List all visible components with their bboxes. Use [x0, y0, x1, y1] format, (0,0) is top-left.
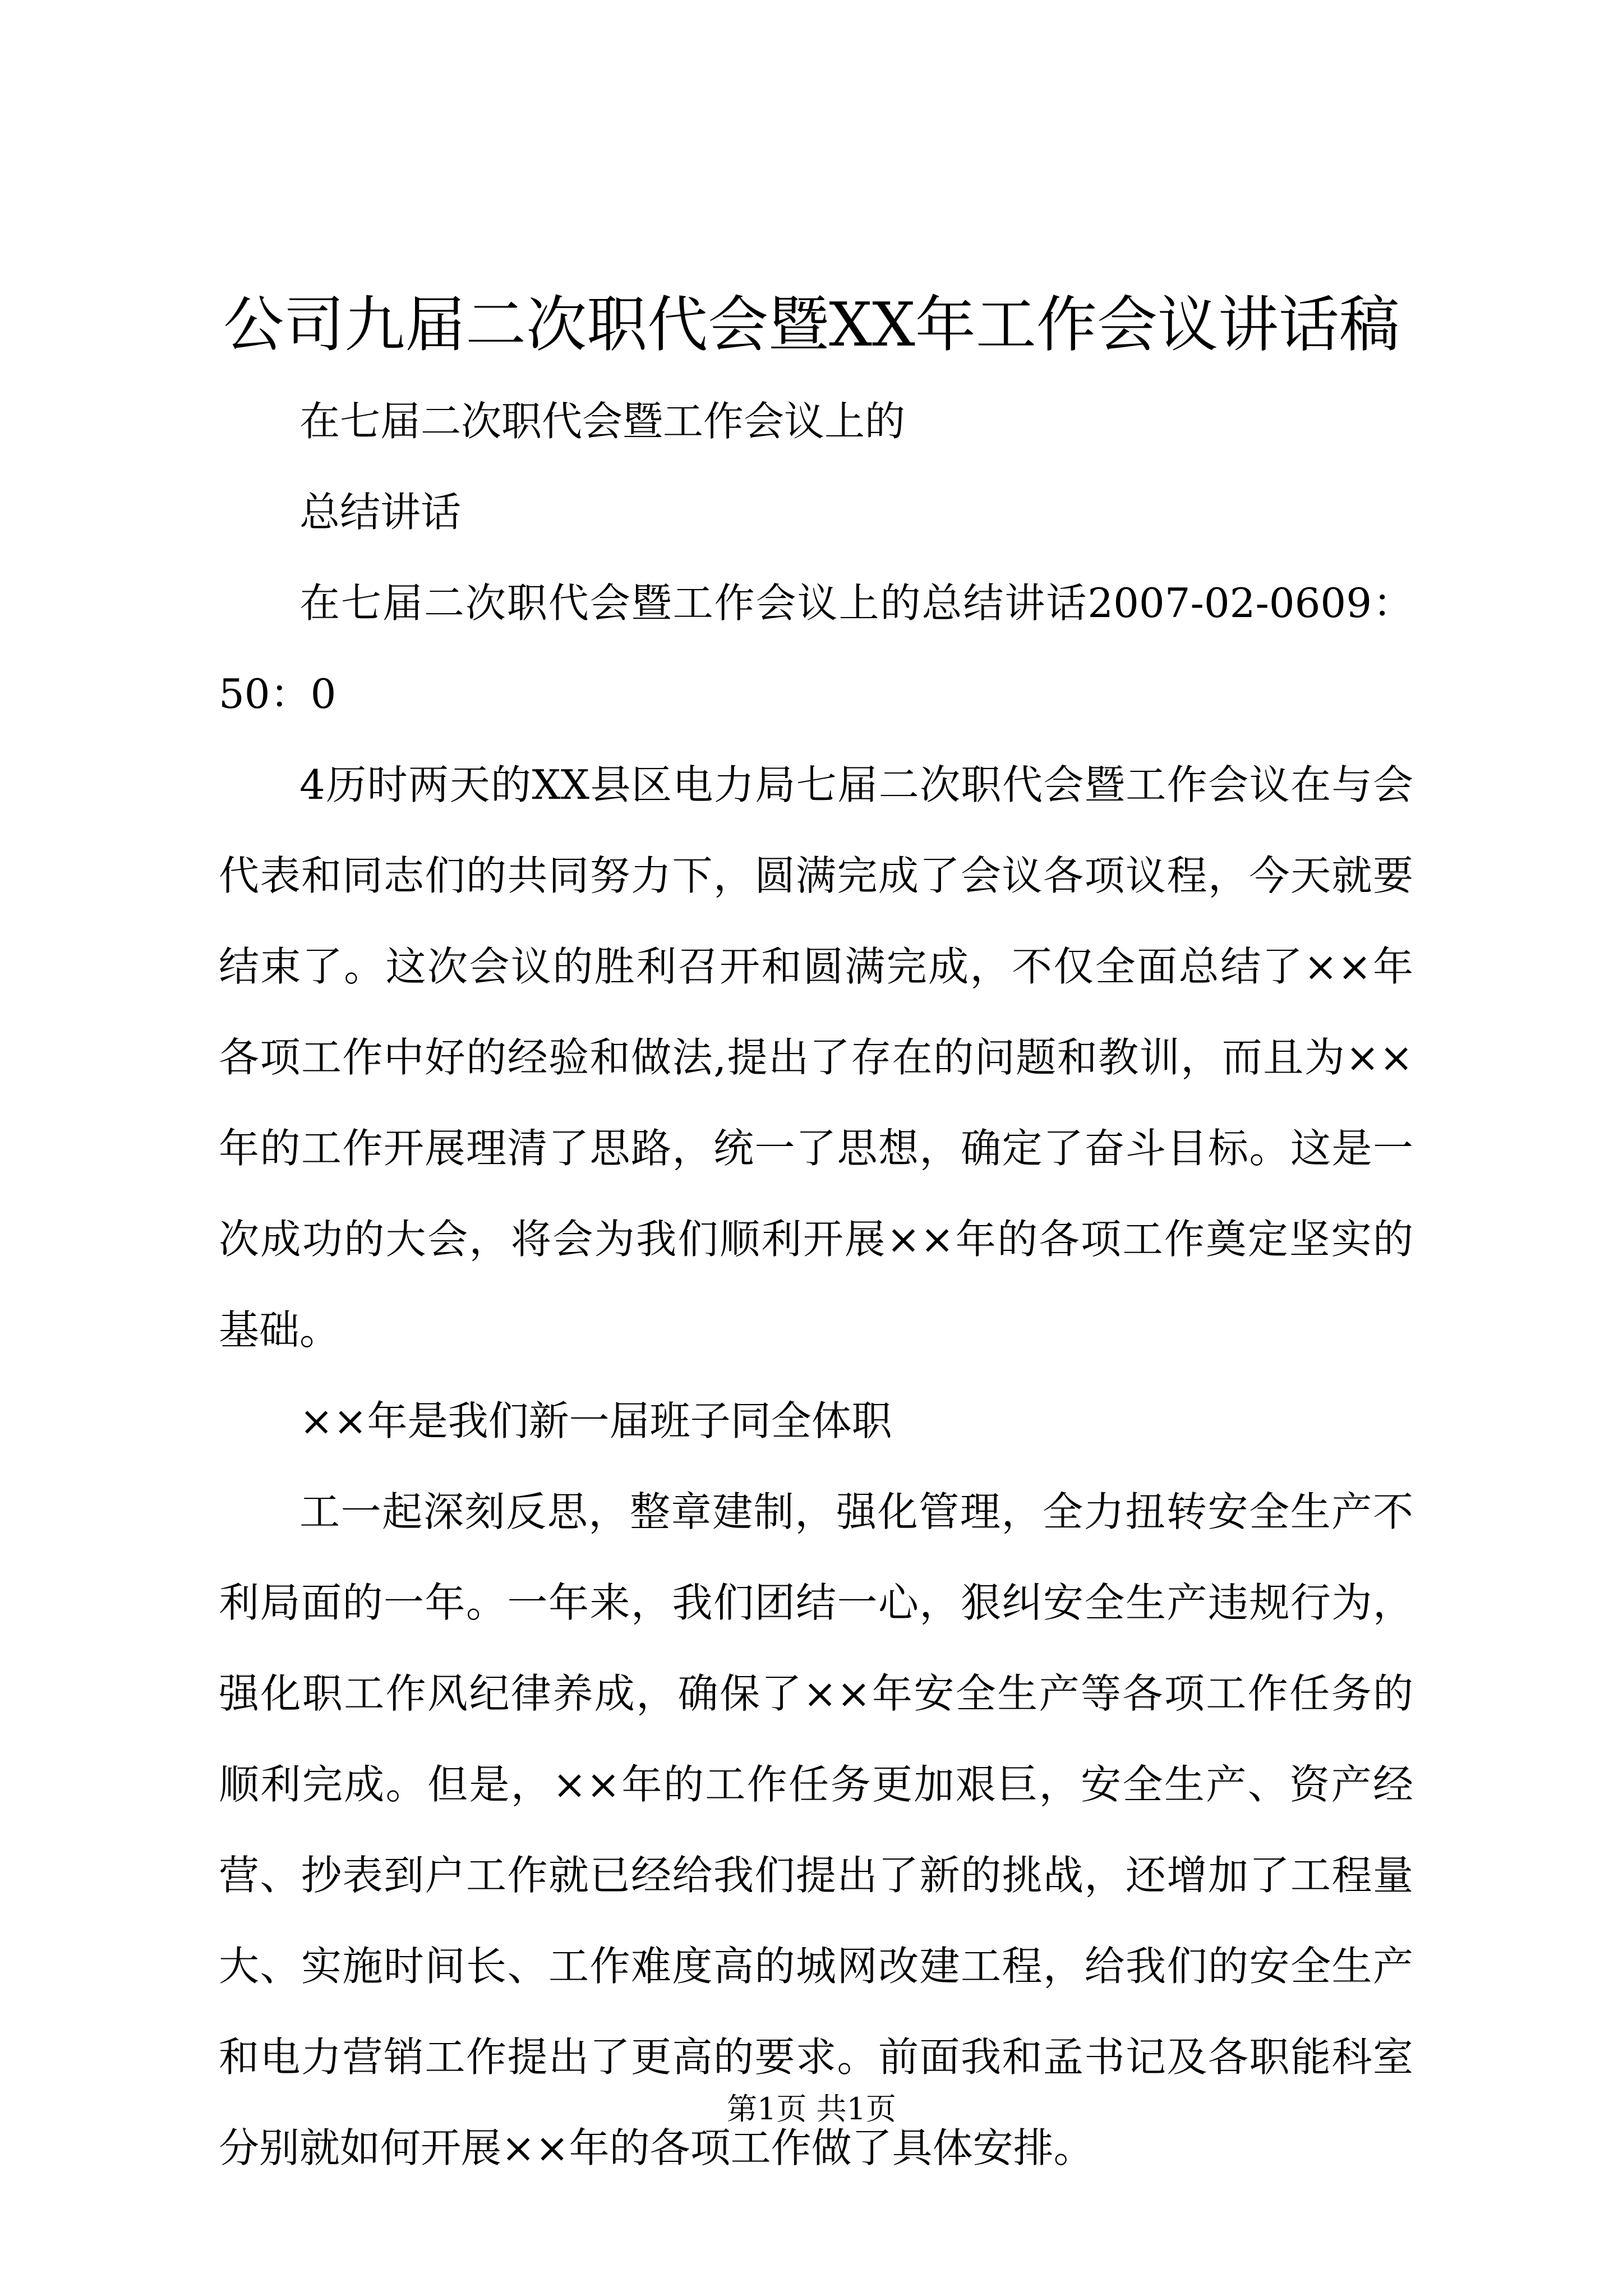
paragraph-fragment: ××年是我们新一届班子同全体职 — [299, 1397, 892, 1444]
paragraph-opening: 4历时两天的XX县区电力局七届二次职代会暨工作会议在与会代表和同志们的共同努力下，圆满完成了会议各项议程，今天就要结束了。这次会议的胜利召开和圆满完成，不仅全面总结了××年各项工作中好的经验和做法,提出了存在的问题和教训，而且为××年的工作开展理清了思路，统一了思想，确定了奋斗目标。这是一次成功的大会，将会为我们顺利开展××年的各项工作奠定坚实的基础。 — [219, 761, 1413, 1354]
paragraph-subtitle-2: 总结讲话 — [299, 489, 462, 536]
paragraph-subtitle-1: 在七届二次职代会暨工作会议上的 — [299, 398, 906, 445]
document-title: 公司九届二次职代会暨XX年工作会议讲话稿 — [223, 290, 1400, 360]
paragraph-dateline: 在七届二次职代会暨工作会议上的总结讲话2007-02-0609：50：0 — [219, 579, 1413, 717]
page-footer: 第1页 共1页 — [727, 2091, 896, 2127]
document-body — [219, 376, 1413, 2193]
paragraph-review: 工一起深刻反思，整章建制，强化管理，全力扭转安全生产不利局面的一年。一年来，我们团结一心，狠纠安全生产违规行为，强化职工作风纪律养成，确保了××年安全生产等各项工作任务的顺利完成。但是，××年的工作任务更加艰巨，安全生产、资产经营、抄表到户工作就已经给我们提出了新的挑战，还增加了工程量大、实施时间长、工作难度高的城网改建工程，给我们的安全生产和电力营销工作提出了更高的要求。前面我和孟书记及各职能科室分别就如何开展××年的各项工作做了具体安排。 — [219, 1488, 1413, 2171]
